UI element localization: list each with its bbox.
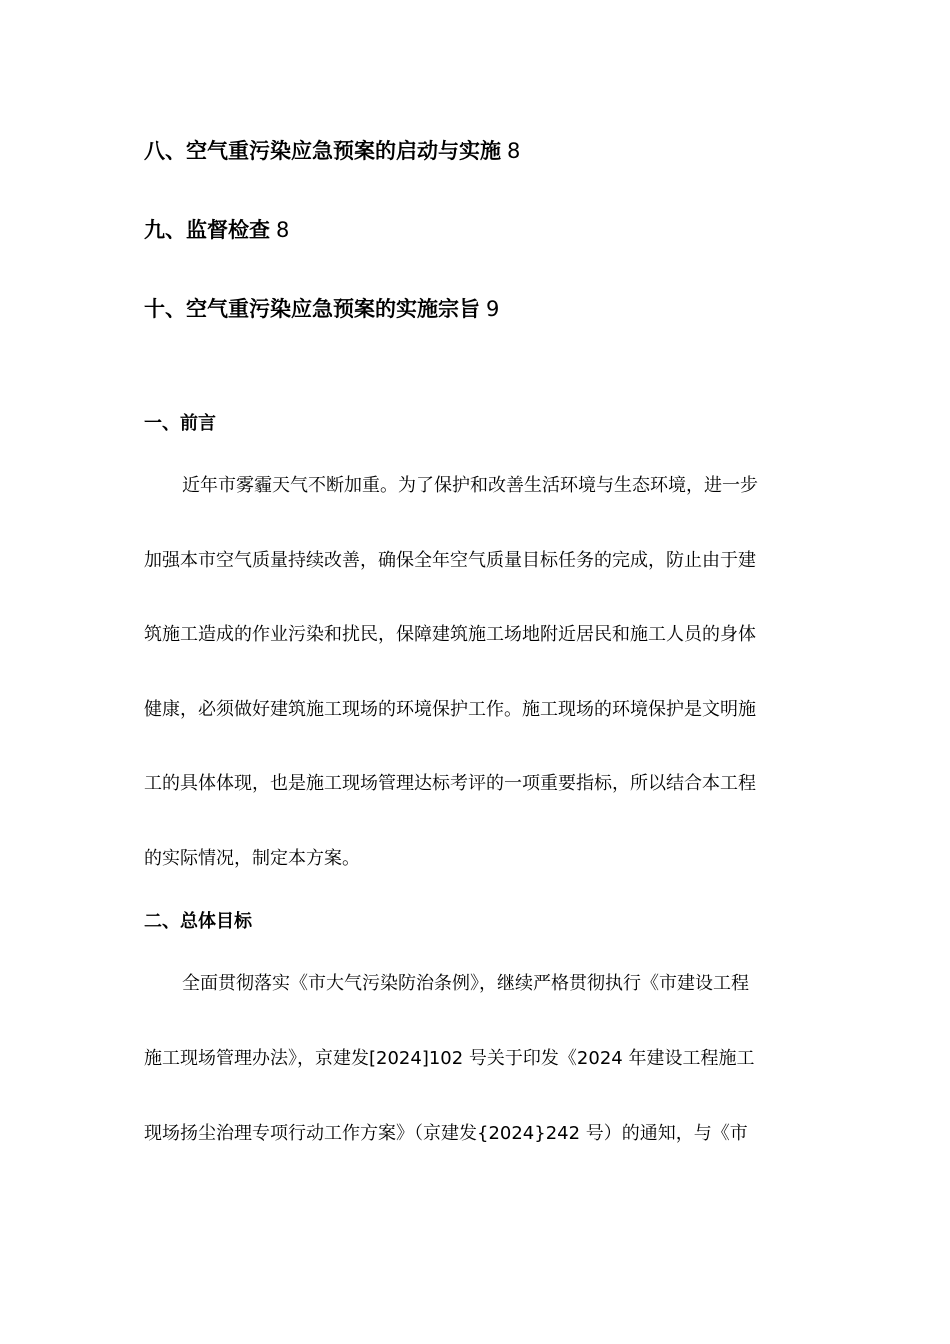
toc-entry-title: 九、监督检查 bbox=[144, 218, 270, 242]
paragraph-line: 全面贯彻落实《市大气污染防治条例》，继续严格贯彻执行《市建设工程 bbox=[182, 973, 749, 994]
section-heading-preface: 一、前言 bbox=[144, 413, 216, 434]
toc-entry-page: 8 bbox=[507, 139, 521, 163]
paragraph-line: 近年市雾霾天气不断加重。为了保护和改善生活环境与生态环境，进一步 bbox=[182, 475, 758, 496]
paragraph-line: 施工现场管理办法》，京建发[2024]102 号关于印发《2024 年建设工程施工 bbox=[144, 1048, 755, 1069]
paragraph-line: 工的具体体现，也是施工现场管理达标考评的一项重要指标，所以结合本工程 bbox=[144, 773, 756, 794]
paragraph-line: 的实际情况，制定本方案。 bbox=[144, 848, 360, 869]
paragraph-line: 现场扬尘治理专项行动工作方案》（京建发{2024}242 号）的通知，与《市 bbox=[144, 1123, 748, 1144]
toc-entry bbox=[144, 141, 520, 162]
paragraph-line: 健康，必须做好建筑施工现场的环境保护工作。施工现场的环境保护是文明施 bbox=[144, 699, 756, 720]
toc-entry bbox=[144, 220, 289, 241]
section-heading-overall-goal: 二、总体目标 bbox=[144, 911, 252, 932]
toc-entry bbox=[144, 299, 499, 320]
paragraph-line: 加强本市空气质量持续改善，确保全年空气质量目标任务的完成，防止由于建 bbox=[144, 550, 756, 571]
paragraph-line: 筑施工造成的作业污染和扰民，保障建筑施工场地附近居民和施工人员的身体 bbox=[144, 624, 756, 645]
toc-entry-title: 十、空气重污染应急预案的实施宗旨 bbox=[144, 297, 480, 321]
toc-entry-title: 八、空气重污染应急预案的启动与实施 bbox=[144, 139, 501, 163]
toc-entry-page: 9 bbox=[486, 297, 500, 321]
toc-entry-page: 8 bbox=[276, 218, 290, 242]
